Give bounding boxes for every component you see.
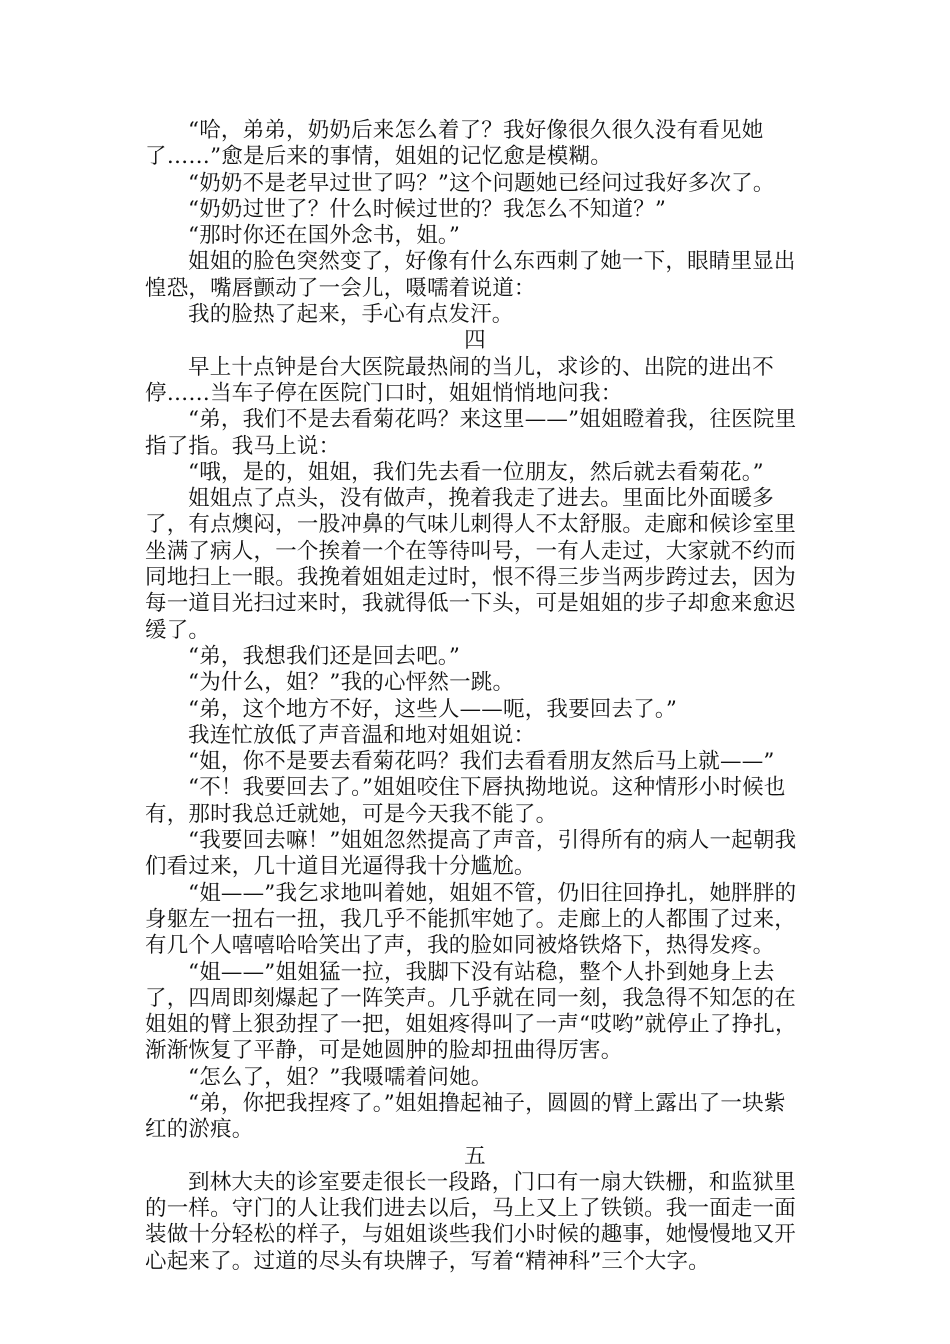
section-heading-5: 五 xyxy=(464,1143,486,1169)
document-page xyxy=(0,118,950,1275)
paragraph: 我的脸热了起来，手心有点发汗。 xyxy=(188,302,514,328)
paragraph: “那时你还在国外念书，姐。” xyxy=(188,223,461,249)
paragraph: “弟，你把我捏疼了。”姐姐撸起袖子，圆圆的臂上露出了一块紫红的淤痕。 xyxy=(145,1090,786,1143)
paragraph: 到林大夫的诊室要走很长一段路，门口有一扇大铁栅，和监狱里的一样。守门的人让我们进去以后，马上又上了铁锁。我一面走一面装做十分轻松的样子，与姐姐谈些我们小时候的趣事，她慢慢地又开心起来了。过道的尽头有块牌子，写着“精神科”三个大字。 xyxy=(145,1169,797,1274)
paragraph: 姐姐的脸色突然变了，好像有什么东西刺了她一下，眼睛里显出惶恐，嘴唇颤动了一会儿，嗫嚅着说道： xyxy=(145,249,796,301)
paragraph: “弟，我们不是去看菊花吗？来这里——”姐姐瞪着我，往医院里指了指。我马上说： xyxy=(145,407,797,459)
paragraph: “弟，我想我们还是回去吧。” xyxy=(188,643,461,669)
paragraph: “姐——”姐姐猛一拉，我脚下没有站稳，整个人扑到她身上去了，四周即刻爆起了一阵笑声。几乎就在同一刻，我急得不知怎的在姐姐的臂上狠劲捏了一把，姐姐疼得叫了一声“哎哟”就停止了挣扎，渐渐恢复了平静，可是她圆肿的脸却扭曲得厉害。 xyxy=(145,959,797,1064)
paragraph: “姐，你不是要去看菊花吗？我们去看看朋友然后马上就——” xyxy=(188,749,775,775)
paragraph: “不！我要回去了。”姐姐咬住下唇执拗地说。这种情形小时候也有，那时我总迁就她，可是今天我不能了。 xyxy=(145,775,786,827)
paragraph: “哈，弟弟，奶奶后来怎么着了？我好像很久很久没有看见她了……”愈是后来的事情，姐姐的记忆愈是模糊。 xyxy=(145,118,764,170)
paragraph: “奶奶过世了？什么时候过世的？我怎么不知道？” xyxy=(188,196,667,222)
paragraph: “弟，这个地方不好，这些人——呃，我要回去了。” xyxy=(188,696,678,722)
paragraph: “我要回去嘛！”姐姐忽然提高了声音，引得所有的病人一起朝我们看过来，几十道目光逼得我十分尴尬。 xyxy=(145,828,797,880)
paragraph: “奶奶不是老早过世了吗？”这个问题她已经问过我好多次了。 xyxy=(188,170,775,196)
paragraph: 姐姐点了点头，没有做声，挽着我走了进去。里面比外面暖多了，有点燠闷，一股冲鼻的气味儿刺得人不太舒服。走廊和候诊室里坐满了病人，一个挨着一个在等待叫号，一有人走过，大家就不约而同地扫上一眼。我挽着姐姐走过时，恨不得三步当两步跨过去，因为每一道目光扫过来时，我就得低一下头，可是姐姐的步子却愈来愈迟缓了。 xyxy=(145,486,797,643)
paragraph: 早上十点钟是台大医院最热闹的当儿，求诊的、出院的进出不停……当车子停在医院门口时，姐姐悄悄地问我： xyxy=(145,354,774,406)
paragraph: “为什么，姐？”我的心怦然一跳。 xyxy=(188,670,515,696)
paragraph: 我连忙放低了声音温和地对姐姐说： xyxy=(188,722,536,748)
paragraph: “怎么了，姐？”我嗫嚅着问她。 xyxy=(188,1064,493,1090)
section-heading-4: 四 xyxy=(464,328,486,354)
paragraph: “哦，是的，姐姐，我们先去看一位朋友，然后就去看菊花。” xyxy=(188,459,764,485)
paragraph: “姐——”我乞求地叫着她，姐姐不管，仍旧往回挣扎，她胖胖的身躯左一扭右一扭，我几乎不能抓牢她了。走廊上的人都围了过来，有几个人嘻嘻哈哈笑出了声，我的脸如同被烙铁烙下，热得发疼。 xyxy=(145,880,797,959)
